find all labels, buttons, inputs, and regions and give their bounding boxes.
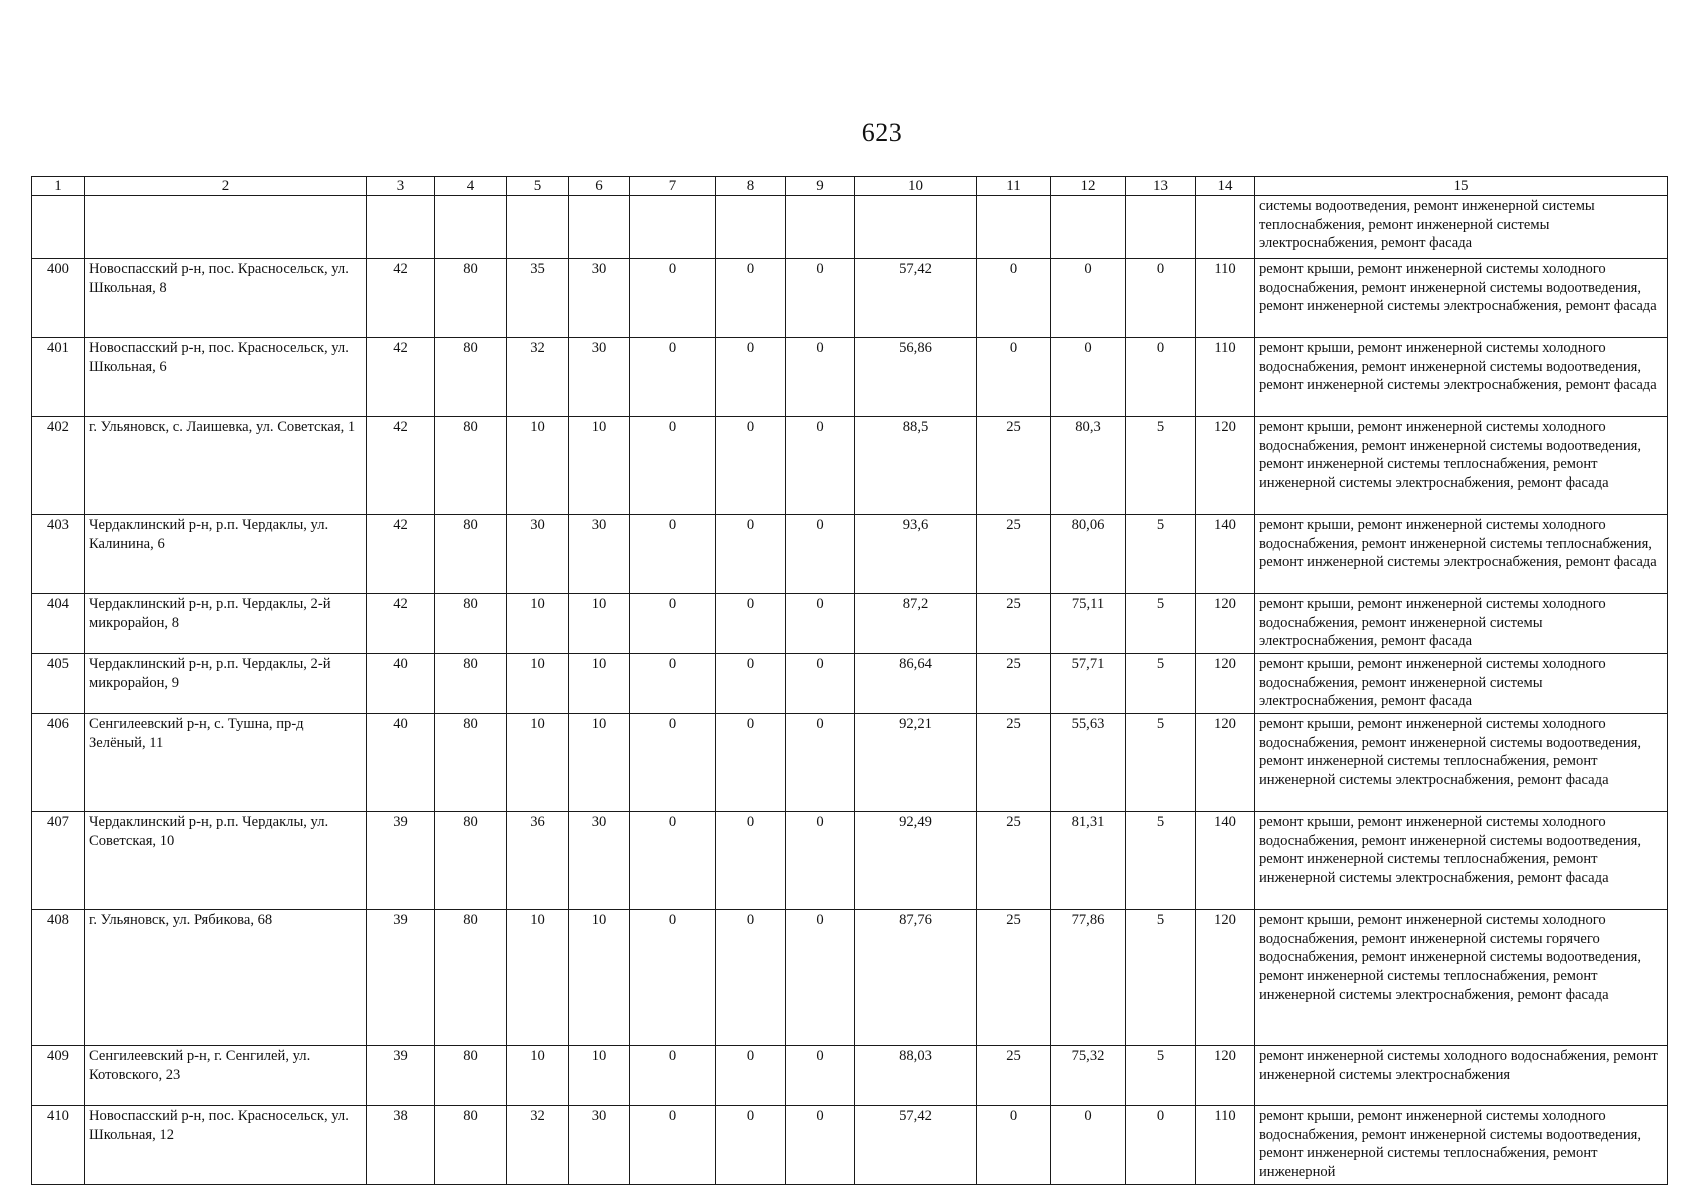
cell-col-3: 42 (367, 338, 435, 417)
cell-col-10: 92,21 (855, 714, 977, 812)
header-col-4: 4 (435, 177, 507, 196)
cell-col-8: 0 (716, 417, 786, 515)
cell-empty (435, 196, 507, 259)
cell-row-number: 402 (32, 417, 85, 515)
cell-col-10: 93,6 (855, 515, 977, 594)
table-row (32, 812, 1668, 910)
cell-col-5: 35 (507, 259, 569, 338)
cell-col-12: 0 (1051, 1106, 1126, 1185)
table-row (32, 654, 1668, 714)
cell-col-6: 30 (569, 515, 630, 594)
cell-col-8: 0 (716, 594, 786, 654)
cell-col-3: 42 (367, 417, 435, 515)
table-body (32, 196, 1668, 1185)
cell-col-6: 30 (569, 1106, 630, 1185)
cell-address: Чердаклинский р-н, р.п. Чердаклы, 2-й микрорайон, 8 (85, 594, 367, 654)
cell-col-7: 0 (630, 417, 716, 515)
cell-col-7: 0 (630, 812, 716, 910)
cell-col-14: 110 (1196, 338, 1255, 417)
cell-col-5: 10 (507, 417, 569, 515)
cell-col-4: 80 (435, 259, 507, 338)
cell-empty (716, 196, 786, 259)
cell-col-6: 30 (569, 338, 630, 417)
cell-col-6: 10 (569, 714, 630, 812)
cell-row-number: 409 (32, 1046, 85, 1106)
cell-col-8: 0 (716, 1106, 786, 1185)
cell-col-8: 0 (716, 1046, 786, 1106)
cell-row-number: 401 (32, 338, 85, 417)
header-col-7: 7 (630, 177, 716, 196)
cell-col-13: 5 (1126, 714, 1196, 812)
cell-col-10: 88,5 (855, 417, 977, 515)
cell-col-5: 10 (507, 1046, 569, 1106)
cell-col-11: 0 (977, 338, 1051, 417)
cell-address: г. Ульяновск, с. Лаишевка, ул. Советская, 1 (85, 417, 367, 515)
cell-col-13: 0 (1126, 259, 1196, 338)
cell-col-9: 0 (786, 1046, 855, 1106)
cell-empty (786, 196, 855, 259)
cell-works: ремонт крыши, ремонт инженерной системы холодного водоснабжения, ремонт инженерной системы водоотведения, ремонт инженерной системы электроснабжения, ремонт фасада (1255, 338, 1668, 417)
table-row (32, 515, 1668, 594)
cell-empty (630, 196, 716, 259)
cell-col-12: 55,63 (1051, 714, 1126, 812)
cell-address: Сенгилеевский р-н, г. Сенгилей, ул. Котовского, 23 (85, 1046, 367, 1106)
cell-col-3: 39 (367, 1046, 435, 1106)
cell-empty (569, 196, 630, 259)
cell-row-number: 406 (32, 714, 85, 812)
cell-works: ремонт крыши, ремонт инженерной системы холодного водоснабжения, ремонт инженерной системы водоотведения, ремонт инженерной системы теплоснабжения, ремонт инженерной системы электроснабжения, ремонт фасада (1255, 812, 1668, 910)
cell-col-9: 0 (786, 910, 855, 1046)
table-row (32, 338, 1668, 417)
cell-col-7: 0 (630, 515, 716, 594)
cell-col-4: 80 (435, 714, 507, 812)
table-row (32, 417, 1668, 515)
cell-address: Чердаклинский р-н, р.п. Чердаклы, 2-й микрорайон, 9 (85, 654, 367, 714)
cell-works-continuation: системы водоотведения, ремонт инженерной системы теплоснабжения, ремонт инженерной системы электроснабжения, ремонт фасада (1255, 196, 1668, 259)
cell-col-6: 10 (569, 654, 630, 714)
cell-col-13: 5 (1126, 594, 1196, 654)
cell-col-3: 39 (367, 812, 435, 910)
cell-row-number: 400 (32, 259, 85, 338)
cell-col-10: 87,2 (855, 594, 977, 654)
cell-col-14: 120 (1196, 714, 1255, 812)
cell-col-11: 25 (977, 654, 1051, 714)
cell-works: ремонт крыши, ремонт инженерной системы холодного водоснабжения, ремонт инженерной системы водоотведения, ремонт инженерной системы теплоснабжения, ремонт инженерной системы электроснабжения, ремонт фасада (1255, 714, 1668, 812)
cell-col-8: 0 (716, 338, 786, 417)
cell-col-14: 120 (1196, 1046, 1255, 1106)
cell-col-5: 10 (507, 594, 569, 654)
cell-empty (507, 196, 569, 259)
cell-col-13: 0 (1126, 1106, 1196, 1185)
works-register-table (31, 176, 1668, 1185)
cell-col-11: 0 (977, 259, 1051, 338)
cell-col-11: 0 (977, 1106, 1051, 1185)
cell-row-number: 410 (32, 1106, 85, 1185)
cell-col-3: 40 (367, 654, 435, 714)
cell-col-3: 42 (367, 515, 435, 594)
cell-col-12: 77,86 (1051, 910, 1126, 1046)
cell-col-12: 0 (1051, 338, 1126, 417)
cell-col-10: 56,86 (855, 338, 977, 417)
cell-col-12: 57,71 (1051, 654, 1126, 714)
cell-row-number: 405 (32, 654, 85, 714)
cell-col-12: 81,31 (1051, 812, 1126, 910)
cell-col-11: 25 (977, 1046, 1051, 1106)
cell-col-13: 5 (1126, 910, 1196, 1046)
cell-empty (32, 196, 85, 259)
cell-empty (367, 196, 435, 259)
header-col-14: 14 (1196, 177, 1255, 196)
cell-works: ремонт крыши, ремонт инженерной системы холодного водоснабжения, ремонт инженерной системы электроснабжения, ремонт фасада (1255, 594, 1668, 654)
cell-col-10: 92,49 (855, 812, 977, 910)
cell-address: Чердаклинский р-н, р.п. Чердаклы, ул. Калинина, 6 (85, 515, 367, 594)
cell-empty (1126, 196, 1196, 259)
cell-col-9: 0 (786, 654, 855, 714)
cell-col-12: 80,06 (1051, 515, 1126, 594)
cell-col-14: 110 (1196, 1106, 1255, 1185)
cell-address: Новоспасский р-н, пос. Красносельск, ул. Школьная, 12 (85, 1106, 367, 1185)
cell-col-13: 5 (1126, 812, 1196, 910)
cell-col-11: 25 (977, 714, 1051, 812)
cell-works: ремонт крыши, ремонт инженерной системы холодного водоснабжения, ремонт инженерной системы электроснабжения, ремонт фасада (1255, 654, 1668, 714)
cell-empty (977, 196, 1051, 259)
cell-col-5: 10 (507, 654, 569, 714)
header-col-10: 10 (855, 177, 977, 196)
cell-col-4: 80 (435, 1106, 507, 1185)
cell-col-10: 88,03 (855, 1046, 977, 1106)
cell-col-8: 0 (716, 654, 786, 714)
cell-col-6: 10 (569, 910, 630, 1046)
cell-col-12: 0 (1051, 259, 1126, 338)
cell-col-5: 10 (507, 714, 569, 812)
cell-col-8: 0 (716, 812, 786, 910)
header-col-12: 12 (1051, 177, 1126, 196)
cell-row-number: 403 (32, 515, 85, 594)
cell-col-10: 57,42 (855, 1106, 977, 1185)
cell-address: Новоспасский р-н, пос. Красносельск, ул. Школьная, 8 (85, 259, 367, 338)
cell-col-7: 0 (630, 259, 716, 338)
cell-row-number: 407 (32, 812, 85, 910)
cell-col-4: 80 (435, 1046, 507, 1106)
cell-col-7: 0 (630, 910, 716, 1046)
cell-works: ремонт крыши, ремонт инженерной системы холодного водоснабжения, ремонт инженерной системы водоотведения, ремонт инженерной системы теплоснабжения, ремонт инженерной (1255, 1106, 1668, 1185)
cell-col-4: 80 (435, 812, 507, 910)
header-col-2: 2 (85, 177, 367, 196)
cell-col-14: 120 (1196, 594, 1255, 654)
cell-col-3: 40 (367, 714, 435, 812)
cell-address: Чердаклинский р-н, р.п. Чердаклы, ул. Советская, 10 (85, 812, 367, 910)
header-col-9: 9 (786, 177, 855, 196)
cell-works: ремонт инженерной системы холодного водоснабжения, ремонт инженерной системы электроснабжения (1255, 1046, 1668, 1106)
cell-works: ремонт крыши, ремонт инженерной системы холодного водоснабжения, ремонт инженерной системы водоотведения, ремонт инженерной системы электроснабжения, ремонт фасада (1255, 259, 1668, 338)
cell-col-13: 5 (1126, 515, 1196, 594)
cell-col-14: 140 (1196, 515, 1255, 594)
cell-works: ремонт крыши, ремонт инженерной системы холодного водоснабжения, ремонт инженерной системы водоотведения, ремонт инженерной системы теплоснабжения, ремонт инженерной системы электроснабжения, ремонт фасада (1255, 417, 1668, 515)
cell-col-12: 80,3 (1051, 417, 1126, 515)
cell-empty (1051, 196, 1126, 259)
cell-col-4: 80 (435, 515, 507, 594)
header-col-8: 8 (716, 177, 786, 196)
cell-col-6: 10 (569, 1046, 630, 1106)
header-col-15: 15 (1255, 177, 1668, 196)
table-row (32, 594, 1668, 654)
cell-col-4: 80 (435, 338, 507, 417)
cell-col-3: 39 (367, 910, 435, 1046)
cell-works: ремонт крыши, ремонт инженерной системы холодного водоснабжения, ремонт инженерной системы горячего водоснабжения, ремонт инженерной системы водоотведения, ремонт инженерной системы теплоснабжения, ремонт инженерной системы электроснабжения, ремонт фасада (1255, 910, 1668, 1046)
cell-col-11: 25 (977, 515, 1051, 594)
cell-col-10: 86,64 (855, 654, 977, 714)
cell-col-3: 38 (367, 1106, 435, 1185)
continuation-row (32, 196, 1668, 259)
cell-col-8: 0 (716, 714, 786, 812)
cell-col-9: 0 (786, 812, 855, 910)
cell-col-10: 87,76 (855, 910, 977, 1046)
cell-col-5: 10 (507, 910, 569, 1046)
cell-col-5: 30 (507, 515, 569, 594)
cell-col-9: 0 (786, 417, 855, 515)
cell-col-9: 0 (786, 259, 855, 338)
cell-col-4: 80 (435, 417, 507, 515)
header-row (32, 177, 1668, 196)
cell-col-11: 25 (977, 417, 1051, 515)
cell-col-6: 10 (569, 594, 630, 654)
cell-col-13: 5 (1126, 1046, 1196, 1106)
cell-empty (1196, 196, 1255, 259)
cell-col-13: 5 (1126, 417, 1196, 515)
cell-col-4: 80 (435, 594, 507, 654)
cell-col-14: 140 (1196, 812, 1255, 910)
cell-col-11: 25 (977, 594, 1051, 654)
cell-col-3: 42 (367, 259, 435, 338)
cell-col-14: 110 (1196, 259, 1255, 338)
header-col-3: 3 (367, 177, 435, 196)
cell-col-6: 10 (569, 417, 630, 515)
cell-col-7: 0 (630, 654, 716, 714)
table-row (32, 910, 1668, 1046)
cell-col-7: 0 (630, 594, 716, 654)
cell-col-14: 120 (1196, 417, 1255, 515)
cell-col-9: 0 (786, 714, 855, 812)
table-row (32, 1106, 1668, 1185)
cell-row-number: 404 (32, 594, 85, 654)
cell-address: Новоспасский р-н, пос. Красносельск, ул. Школьная, 6 (85, 338, 367, 417)
cell-col-9: 0 (786, 594, 855, 654)
cell-col-7: 0 (630, 1046, 716, 1106)
page-number: 623 (861, 118, 903, 147)
cell-col-8: 0 (716, 259, 786, 338)
cell-col-6: 30 (569, 259, 630, 338)
header-col-1: 1 (32, 177, 85, 196)
cell-col-14: 120 (1196, 654, 1255, 714)
cell-empty (855, 196, 977, 259)
cell-col-9: 0 (786, 1106, 855, 1185)
cell-col-7: 0 (630, 714, 716, 812)
cell-col-7: 0 (630, 1106, 716, 1185)
cell-empty (85, 196, 367, 259)
cell-col-13: 0 (1126, 338, 1196, 417)
cell-col-3: 42 (367, 594, 435, 654)
cell-col-8: 0 (716, 910, 786, 1046)
cell-col-6: 30 (569, 812, 630, 910)
cell-col-12: 75,32 (1051, 1046, 1126, 1106)
cell-col-9: 0 (786, 338, 855, 417)
table-row (32, 714, 1668, 812)
cell-row-number: 408 (32, 910, 85, 1046)
table-row (32, 1046, 1668, 1106)
cell-address: Сенгилеевский р-н, с. Тушна, пр-д Зелёный, 11 (85, 714, 367, 812)
cell-col-5: 32 (507, 1106, 569, 1185)
cell-col-11: 25 (977, 910, 1051, 1046)
header-col-11: 11 (977, 177, 1051, 196)
cell-col-12: 75,11 (1051, 594, 1126, 654)
header-col-13: 13 (1126, 177, 1196, 196)
cell-col-14: 120 (1196, 910, 1255, 1046)
cell-col-8: 0 (716, 515, 786, 594)
table-row (32, 259, 1668, 338)
header-col-5: 5 (507, 177, 569, 196)
cell-col-4: 80 (435, 910, 507, 1046)
cell-col-9: 0 (786, 515, 855, 594)
cell-col-11: 25 (977, 812, 1051, 910)
cell-col-7: 0 (630, 338, 716, 417)
cell-works: ремонт крыши, ремонт инженерной системы холодного водоснабжения, ремонт инженерной системы теплоснабжения, ремонт инженерной системы электроснабжения, ремонт фасада (1255, 515, 1668, 594)
cell-col-13: 5 (1126, 654, 1196, 714)
cell-col-4: 80 (435, 654, 507, 714)
cell-col-10: 57,42 (855, 259, 977, 338)
cell-col-5: 32 (507, 338, 569, 417)
cell-address: г. Ульяновск, ул. Рябикова, 68 (85, 910, 367, 1046)
header-col-6: 6 (569, 177, 630, 196)
cell-col-5: 36 (507, 812, 569, 910)
